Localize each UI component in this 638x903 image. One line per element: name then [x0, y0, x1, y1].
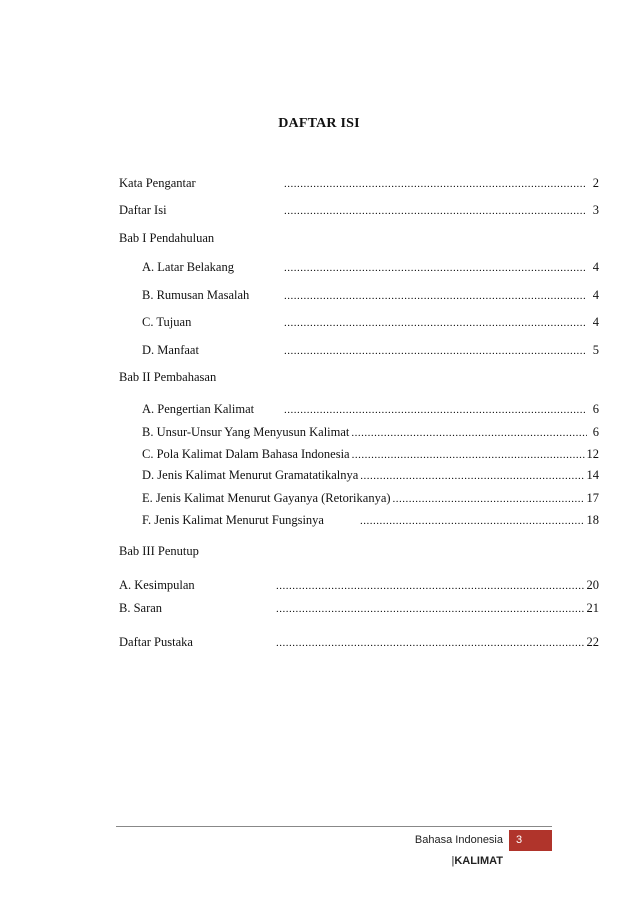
- toc-entry-page: 21: [586, 601, 599, 615]
- toc-leader-dots: [284, 403, 587, 417]
- toc-entry[interactable]: [142, 259, 599, 275]
- footer-subject-label: Bahasa Indonesia |: [414, 834, 503, 867]
- page-number-badge: 3: [509, 830, 552, 851]
- toc-leader-dots: [360, 514, 585, 528]
- toc-entry-label: C. Tujuan: [142, 315, 192, 329]
- toc-entry-label: A. Pengertian Kalimat: [142, 402, 255, 416]
- toc-entry-page: 12: [586, 447, 599, 461]
- toc-entry[interactable]: [142, 467, 599, 483]
- toc-entry[interactable]: [119, 175, 599, 191]
- toc-entry-page: 6: [592, 402, 599, 416]
- toc-entry[interactable]: [119, 634, 599, 650]
- toc-entry[interactable]: [142, 342, 599, 358]
- toc-entry-page: 18: [586, 513, 599, 527]
- toc-chapter-heading: Bab I Pendahuluan: [119, 231, 215, 245]
- toc-leader-dots: [284, 316, 587, 330]
- footer-topic: KALIMAT: [454, 855, 503, 867]
- toc-entry-page: 14: [586, 468, 599, 482]
- footer-divider: [116, 826, 552, 827]
- toc-entry-label: Daftar Pustaka: [119, 635, 193, 649]
- toc-entry-page: 4: [592, 260, 599, 274]
- toc-entry[interactable]: [119, 577, 599, 593]
- toc-entry-label: B. Saran: [119, 601, 163, 615]
- toc-entry-page: 3: [592, 203, 599, 217]
- toc-entry[interactable]: [142, 287, 599, 303]
- toc-leader-dots: [284, 177, 587, 191]
- toc-entry-label: Kata Pengantar: [119, 176, 196, 190]
- toc-leader-dots: [393, 492, 585, 506]
- toc-leader-dots: [284, 261, 587, 275]
- toc-entry-label: F. Jenis Kalimat Menurut Fungsinya: [142, 513, 324, 527]
- toc-entry-label: B. Rumusan Masalah: [142, 288, 250, 302]
- toc-leader-dots: [276, 602, 585, 616]
- toc-entry[interactable]: [142, 446, 599, 462]
- toc-leader-dots: [276, 636, 585, 650]
- toc-entry[interactable]: [142, 401, 599, 417]
- footer-subject: [364, 830, 509, 867]
- toc-entry-page: 4: [592, 288, 599, 302]
- toc-entry-page: 2: [592, 176, 599, 190]
- toc-leader-dots: [351, 426, 587, 440]
- toc-leader-dots: [352, 448, 585, 462]
- toc-entry[interactable]: [142, 424, 599, 440]
- toc-entry[interactable]: [142, 314, 599, 330]
- toc-entry-label: B. Unsur-Unsur Yang Menyusun Kalimat: [142, 425, 350, 439]
- toc-entry-label: A. Kesimpulan: [119, 578, 195, 592]
- toc-entry-label: D. Manfaat: [142, 343, 199, 357]
- toc-entry[interactable]: [142, 490, 599, 506]
- toc-entry-page: 6: [592, 425, 599, 439]
- toc-leader-dots: [284, 289, 587, 303]
- toc-entry-page: 20: [586, 578, 599, 592]
- toc-entry-label: Daftar Isi: [119, 203, 167, 217]
- toc-entry-label: E. Jenis Kalimat Menurut Gayanya (Retorikanya): [142, 491, 391, 505]
- toc-leader-dots: [360, 469, 584, 483]
- toc-leader-dots: [284, 344, 587, 358]
- toc-chapter-heading: Bab II Pembahasan: [119, 370, 217, 384]
- toc-entry-label: A. Latar Belakang: [142, 260, 234, 274]
- document-title: DAFTAR ISI: [278, 116, 360, 131]
- toc-entry[interactable]: [142, 512, 599, 528]
- toc-chapter-heading: Bab III Penutup: [119, 544, 199, 558]
- toc-entry-page: 4: [592, 315, 599, 329]
- toc-entry-label: D. Jenis Kalimat Menurut Gramatatikalnya: [142, 468, 359, 482]
- toc-entry-page: 22: [586, 635, 599, 649]
- toc-entry[interactable]: [119, 600, 599, 616]
- toc-entry-page: 5: [592, 343, 599, 357]
- toc-entry[interactable]: [119, 202, 599, 218]
- toc-leader-dots: [284, 204, 587, 218]
- toc-entry-page: 17: [586, 491, 599, 505]
- toc-leader-dots: [276, 579, 585, 593]
- toc-entry-label: C. Pola Kalimat Dalam Bahasa Indonesia: [142, 447, 350, 461]
